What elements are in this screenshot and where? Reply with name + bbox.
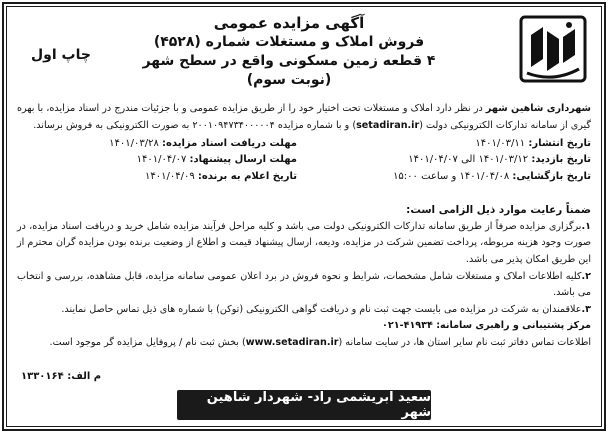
notice-body: [17, 101, 591, 352]
dates-left-column: [37, 136, 297, 185]
reference-number: م الف: ۱۳۳۰۱۶۴: [21, 371, 102, 382]
rule-item-1: ۱.برگزاری مزایده صرفاً از طریق سامانه تدارکات الکترونیکی دولت می باشد و کلیه مراحل فرآیند مزایده شامل خرید و دریافت اسناد مزایده، در صورت وجود هزینه مربوطه، پرداخت تضمین شرکت در مزایده، ودیعه، ارسال پیشنهاد قیمت و اطلاع از وضعیت برنده بودن مزایده گران محترم از این طریق امکان پذیر می باشد.: [17, 220, 591, 265]
intro-text: در نظر دارد املاک و مستغلات تحت اختیار خود را از طریق مزایده عمومی و با جزئیات مندرج در اسناد مزایده، با بهره گیری از سامانه تدارکات الکترونیکی دولت (: [17, 103, 591, 131]
intro-text-2: ) و با شماره مزایده ۲۰۰۱۰۹۴۷۳۴۰۰۰۰۰۴ به صورت الکترونیکی به فروش برساند.: [33, 119, 357, 131]
notice-title: آگهی مزایده عمومی: [213, 14, 365, 32]
notice-frame: [2, 2, 606, 431]
winner-date: تاریخ اعلام به برنده: ۱۴۰۱/۰۴/۰۹: [145, 170, 297, 182]
contact-info: اطلاعات تماس دفاتر ثبت نام سایر استان ها، در سایت سامانه (www.setadiran.ir) بخش ثبت نام / پروفایل مزایده گر موجود است.: [49, 336, 591, 348]
visit-date: تاریخ بازدید: ۱۴۰۱/۰۳/۱۲ الی ۱۴۰۱/۰۴/۰۷: [408, 154, 591, 166]
docs-deadline: مهلت دریافت اسناد مزایده: ۱۴۰۱/۰۳/۲۸: [109, 138, 297, 150]
rule-item-2: ۲.کلیه اطلاعات املاک و مستغلات شامل مشخصات، شرایط و نحوه فروش در برد اعلان عمومی سامانه مزایده، قابل مشاهده، بررسی و انتخاب می باشد.: [17, 270, 591, 299]
dates-right-column: [281, 136, 591, 185]
signature-bar: [177, 390, 431, 420]
setad-site-link[interactable]: setadiran.ir: [356, 119, 420, 131]
mayor-signature: سعید ابریشمی راد- شهردار شاهین شهر: [206, 390, 431, 420]
notice-subtitle-2: ۴ قطعه زمین مسکونی واقع در سطح شهر (نوبت سوم): [142, 53, 436, 89]
municipality-logo-icon: [517, 13, 589, 93]
first-print-label: چاپ اول: [31, 47, 91, 63]
rules-title: ضمناً رعایت موارد ذیل الزامی است:: [406, 204, 591, 217]
setad-www-link[interactable]: www.setadiran.ir: [245, 336, 339, 348]
notice-inner: [6, 6, 602, 427]
notice-titles: [127, 13, 451, 90]
notice-header: [7, 7, 601, 99]
opening-date: تاریخ بازگشایی: ۱۴۰۱/۰۴/۰۸ و ساعت ۱۵:۰۰: [393, 170, 591, 182]
support-center: مرکز پشتیبانی و راهبری سامانه: ۴۱۹۳۴-۰۲۱: [382, 320, 591, 332]
rule-item-3: ۳.علاقمندان به شرکت در مزایده می بایست جهت ثبت نام و دریافت گواهی الکترونیکی (توکن) با شماره های ذیل تماس حاصل نمایند.: [61, 303, 591, 315]
notice-subtitle: فروش املاک و مستغلات شماره (۴۵۲۸): [153, 34, 425, 51]
publish-date: تاریخ انتشار: ۱۴۰۱/۰۳/۱۱: [475, 138, 591, 150]
intro-paragraph: [17, 101, 591, 134]
dates-block: [17, 136, 591, 202]
org-name: شهرداری شاهین شهر: [485, 103, 591, 114]
submit-deadline: مهلت ارسال پیشنهاد: ۱۴۰۱/۰۴/۰۷: [136, 154, 297, 166]
